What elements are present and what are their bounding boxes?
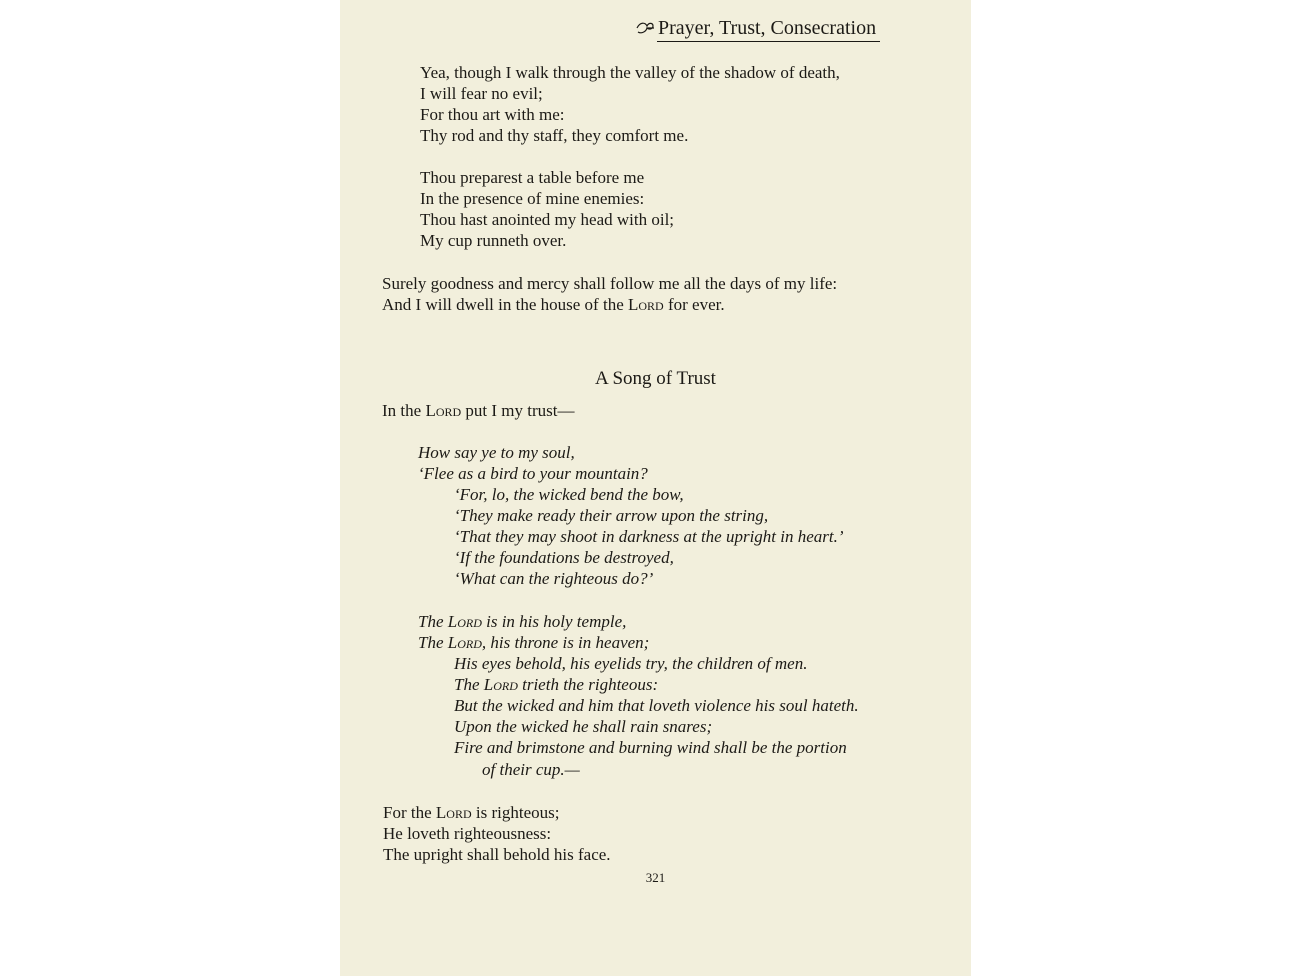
header-rule [657, 41, 880, 42]
running-head-text: Prayer, Trust, Consecration [658, 17, 877, 39]
verse-line: Thy rod and thy staff, they comfort me. [420, 126, 689, 145]
verse-line: The upright shall behold his face. [383, 845, 611, 864]
verse-line: In the presence of mine enemies: [420, 189, 645, 208]
verse-line: ‘For, lo, the wicked bend the bow, [454, 485, 684, 504]
lord-smallcaps: Lord [435, 803, 472, 822]
verse-line: He loveth righteousness: [383, 824, 552, 843]
verse-line: And I will dwell in the house of the Lord for ever. [382, 295, 725, 314]
verse-line: ‘If the foundations be destroyed, [454, 548, 674, 567]
verse-line: Thou preparest a table before me [420, 168, 645, 187]
verse-line: Thou hast anointed my head with oil; [420, 210, 675, 229]
verse-line: Fire and brimstone and burning wind shall be the portion [454, 738, 847, 757]
verse-line: ‘What can the righteous do?’ [454, 569, 654, 588]
verse-line: ‘They make ready their arrow upon the string, [454, 506, 769, 525]
verse-line: How say ye to my soul, [418, 443, 575, 462]
verse-line: ‘That they may shoot in darkness at the upright in heart.’ [454, 527, 844, 546]
verse-line: I will fear no evil; [420, 84, 543, 103]
verse-line: of their cup.— [482, 760, 580, 779]
fleuron-icon [635, 17, 658, 39]
verse-line: In the Lord put I my trust— [382, 401, 575, 420]
book-page [340, 0, 971, 976]
page-number: 321 [645, 870, 666, 885]
verse-line: For the Lord is righteous; [383, 803, 560, 822]
running-head [635, 15, 876, 41]
verse-line: Surely goodness and mercy shall follow me all the days of my life: [382, 274, 838, 293]
verse-line: ‘Flee as a bird to your mountain? [418, 464, 648, 483]
verse-line: The Lord, his throne is in heaven; [418, 633, 650, 652]
lord-smallcaps: Lord [628, 295, 664, 314]
lord-smallcaps: Lord [447, 633, 482, 652]
lord-smallcaps: Lord [447, 612, 482, 631]
verse-line: My cup runneth over. [420, 231, 567, 250]
section-title: A Song of Trust [595, 368, 716, 389]
lord-smallcaps: Lord [425, 401, 462, 420]
lord-smallcaps: Lord [483, 675, 518, 694]
verse-line: The Lord trieth the righteous: [454, 675, 659, 694]
verse-line: But the wicked and him that loveth violence his soul hateth. [454, 696, 859, 715]
verse-line: His eyes behold, his eyelids try, the children of men. [454, 654, 808, 673]
verse-line: The Lord is in his holy temple, [418, 612, 627, 631]
verse-line: For thou art with me: [420, 105, 565, 124]
verse-line: Upon the wicked he shall rain snares; [454, 717, 713, 736]
verse-line: Yea, though I walk through the valley of the shadow of death, [420, 63, 840, 82]
